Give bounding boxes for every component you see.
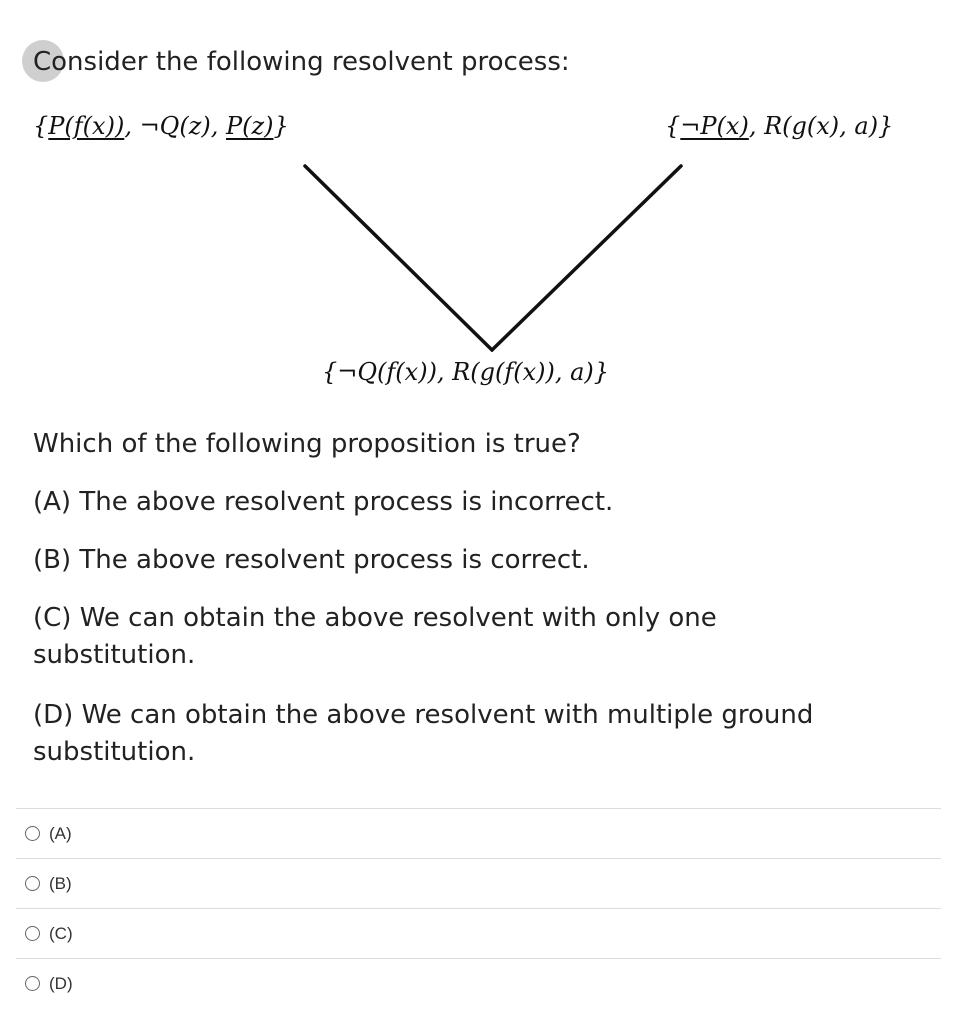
left-clause-sep: , ¬Q(z), (124, 112, 226, 140)
left-clause-term2: P(z) (225, 112, 274, 140)
left-clause (33, 112, 289, 140)
option-b-text (33, 542, 590, 579)
radio-button-icon[interactable] (25, 976, 40, 991)
right-branch-line (492, 166, 681, 350)
answer-choice-c[interactable] (16, 908, 941, 958)
answer-choice-label: (A) (49, 823, 72, 843)
question-intro: Consider the following resolvent process: (33, 47, 570, 77)
right-clause-term1: ¬P(x) (680, 112, 749, 140)
option-d-line-1: (D) We can obtain the above resolvent with multiple ground (33, 700, 814, 730)
question-prompt: Which of the following proposition is true? (33, 429, 581, 459)
answer-choice-label: (D) (49, 973, 73, 993)
option-c-text (33, 600, 717, 674)
option-c-line-2: substitution. (33, 640, 196, 670)
radio-button-icon[interactable] (25, 926, 40, 941)
option-a-text (33, 484, 613, 521)
answer-choice-label: (C) (49, 923, 73, 943)
answer-choice-d[interactable] (16, 958, 941, 1008)
answer-choice-b[interactable] (16, 858, 941, 908)
option-d-text (33, 697, 813, 771)
left-clause-close: } (273, 112, 289, 140)
option-a-line: (A) The above resolvent process is incorrect. (33, 487, 614, 517)
radio-button-icon[interactable] (25, 876, 40, 891)
right-clause-rest: , R(g(x), a)} (748, 112, 894, 140)
resolvent-clause: {¬Q(f(x)), R(g(f(x)), a)} (322, 358, 610, 386)
right-clause-open: { (665, 112, 681, 140)
right-clause (665, 112, 893, 140)
left-branch-line (305, 166, 492, 350)
radio-button-icon[interactable] (25, 826, 40, 841)
left-clause-open: { (33, 112, 49, 140)
option-c-line-1: (C) We can obtain the above resolvent with only one (33, 603, 717, 633)
option-b-line: (B) The above resolvent process is correct. (33, 545, 590, 575)
option-d-line-2: substitution. (33, 737, 196, 767)
answer-choice-label: (B) (49, 873, 72, 893)
answer-choices (16, 808, 941, 1008)
left-clause-term1: P(f(x)) (48, 112, 125, 140)
answer-choice-a[interactable] (16, 808, 941, 858)
